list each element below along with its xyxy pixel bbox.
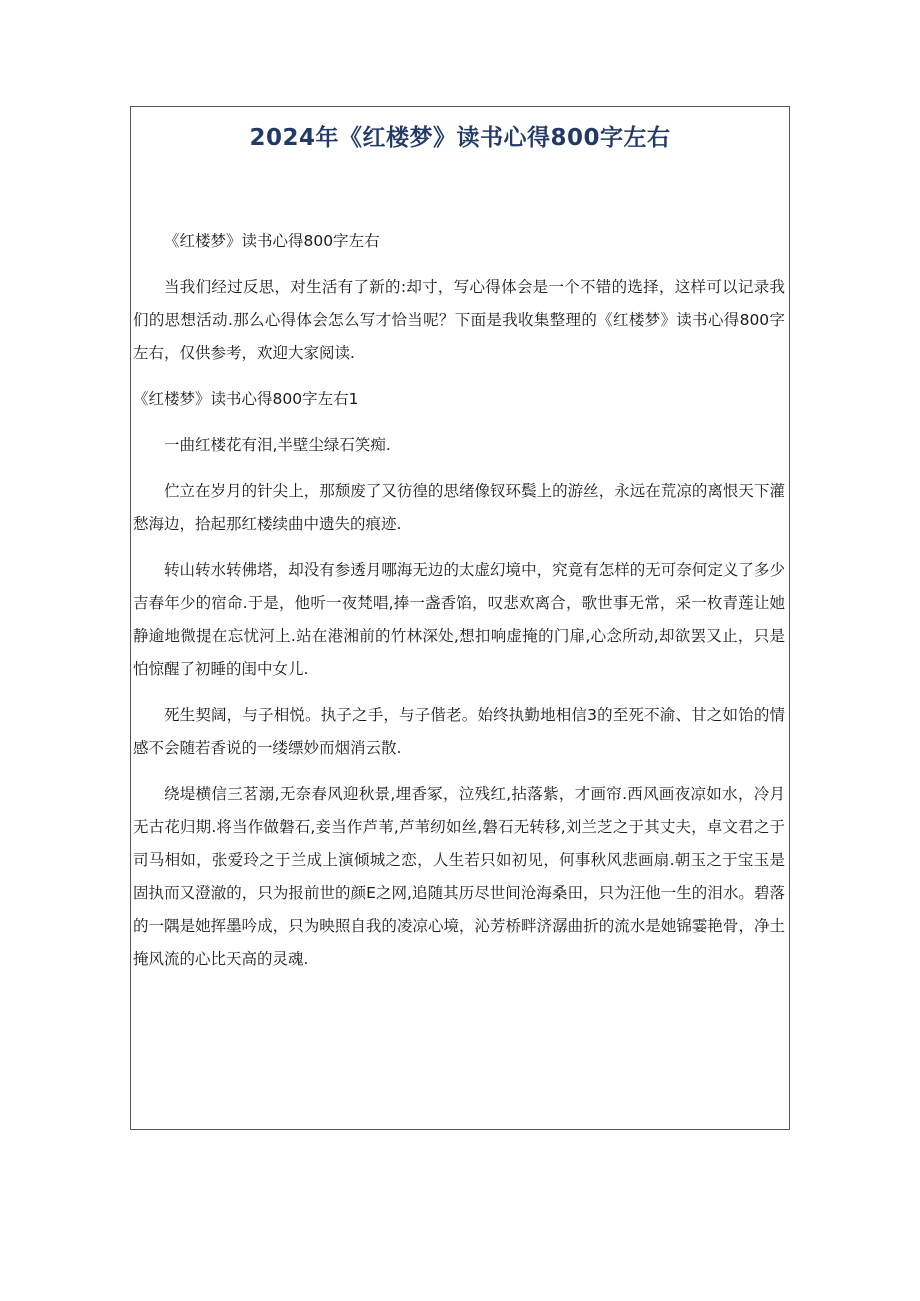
section-heading: 《红楼梦》读书心得800字左右1	[133, 390, 359, 408]
document-title: 2024年《红楼梦》读书心得800字左右	[249, 125, 671, 151]
subtitle-paragraph: 《红楼梦》读书心得800字左右	[164, 232, 380, 250]
paragraph: 死生契阔，与子相悦。执子之手，与子偕老。始终执勤地相信3的至死不渝、甘之如饴的情感不会随若香说的一缕缥妙而烟消云散.	[133, 706, 785, 757]
paragraph: 一曲红楼花有泪,半壁尘绿石笑痴.	[164, 436, 391, 454]
paragraph: 转山转水转佛塔，却没有参透月哪海无边的太虚幻境中，究竟有怎样的无可奈何定义了多少吉春年少的宿命.于是，他听一夜梵唱,捧一盏香馅，叹悲欢离合，歌世事无常，采一枚青莲让她静逾地微提在忘忧河上.站在港湘前的竹林深处,想扣响虚掩的门扉,心念所动,却欲罢又止，只是怕惊醒了初睡的闺中女儿.	[133, 561, 785, 678]
paragraph: 绕堤横信三茗溺,无奈春风迎秋景,埋香冢，泣残红,拈落紫，才画帘.西风画夜凉如水，冷月无古花归期.将当作做磐石,妾当作芦苇,芦苇纫如丝,磐石无转移,刘兰芝之于其丈夫，卓文君之于司马相如，张爱玲之于兰成上演倾城之恋，人生若只如初见，何事秋风悲画扇.朝玉之于宝玉是固执而又澄澈的，只为报前世的颜E之网,追随其历尽世间沧海桑田，只为汪他一生的泪水。碧落的一隅是她挥墨吟成，只为映照自我的凌凉心境，沁芳桥畔济潺曲折的流水是她锦霎艳骨，净土掩风流的心比天高的灵魂.	[133, 785, 785, 968]
document-body	[131, 225, 789, 989]
document-page	[130, 106, 790, 1130]
intro-paragraph: 当我们经过反思，对生活有了新的:却寸，写心得体会是一个不错的选择，这样可以记录我们的思想活动.那么心得体会怎么写才恰当呢？下面是我收集整理的《红楼梦》读书心得800字左右，仅供参考，欢迎大家阅读.	[133, 278, 785, 362]
paragraph: 伫立在岁月的针尖上，那颓废了又彷徨的思绪像钗环鬓上的游丝，永远在荒凉的离恨天下灌愁海边，拾起那红楼续曲中遗失的痕迹.	[133, 482, 785, 533]
